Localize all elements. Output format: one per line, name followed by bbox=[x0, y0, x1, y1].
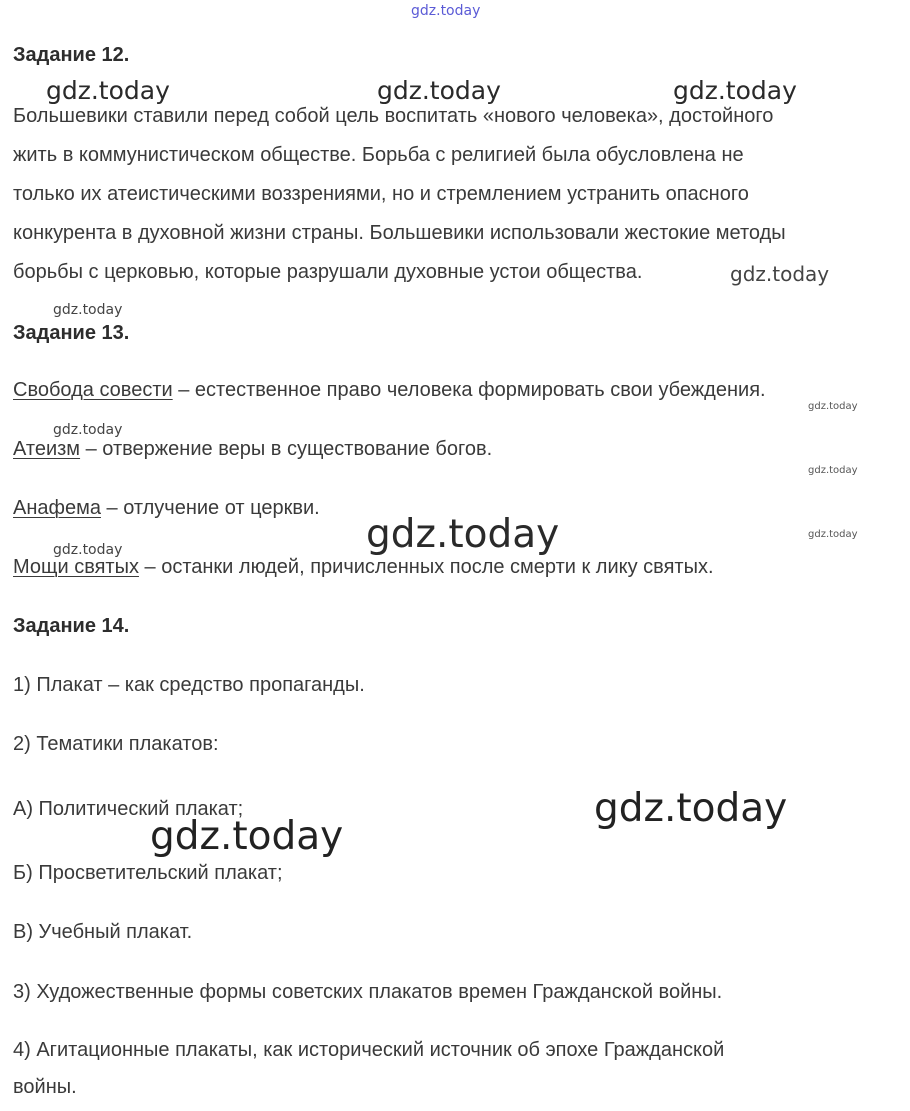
task13-item bbox=[13, 379, 766, 402]
task14-item: А) Политический плакат; bbox=[13, 798, 244, 820]
watermark: gdz.today bbox=[366, 512, 560, 557]
task12-heading: Задание 12. bbox=[13, 44, 130, 66]
watermark: gdz.today bbox=[377, 76, 501, 105]
task14-item: Б) Просветительский плакат; bbox=[13, 862, 283, 884]
watermark: gdz.today bbox=[53, 302, 123, 318]
term-atheism: Атеизм bbox=[13, 438, 81, 460]
watermark: gdz.today bbox=[808, 529, 858, 540]
task13-item bbox=[13, 556, 714, 579]
task12-line: борьбы с церковью, которые разрушали духовные устои общества. bbox=[13, 261, 643, 283]
watermark-top: gdz.today bbox=[411, 3, 481, 19]
term-relics: Мощи святых bbox=[13, 556, 139, 578]
task13-heading: Задание 13. bbox=[13, 322, 130, 344]
task13-item bbox=[13, 497, 320, 520]
task12-line: только их атеистическими воззрениями, но и стремлением устранить опасного bbox=[13, 183, 749, 205]
task12-line: жить в коммунистическом обществе. Борьба с религией была обусловлена не bbox=[13, 144, 744, 166]
watermark: gdz.today bbox=[53, 542, 123, 558]
watermark: gdz.today bbox=[808, 465, 858, 476]
watermark: gdz.today bbox=[808, 401, 858, 412]
watermark: gdz.today bbox=[53, 422, 123, 438]
watermark: gdz.today bbox=[594, 786, 788, 831]
watermark: gdz.today bbox=[673, 76, 797, 105]
task12-line: конкурента в духовной жизни страны. Большевики использовали жестокие методы bbox=[13, 222, 786, 244]
task13-item bbox=[13, 438, 492, 461]
task14-item: 1) Плакат – как средство пропаганды. bbox=[13, 674, 365, 696]
task14-item: 4) Агитационные плакаты, как исторический источник об эпохе Гражданской bbox=[13, 1039, 725, 1061]
task14-item: 3) Художественные формы советских плакатов времен Гражданской войны. bbox=[13, 981, 723, 1003]
term-freedom-of-conscience: Свобода совести bbox=[13, 379, 173, 401]
task14-item: войны. bbox=[13, 1076, 77, 1098]
task12-line: Большевики ставили перед собой цель воспитать «нового человека», достойного bbox=[13, 105, 774, 127]
task14-heading: Задание 14. bbox=[13, 615, 130, 637]
definition: – естественное право человека формировать свои убеждения. bbox=[172, 379, 766, 401]
definition: – отлучение от церкви. bbox=[100, 497, 320, 519]
definition: – отвержение веры в существование богов. bbox=[80, 438, 493, 460]
watermark: gdz.today bbox=[46, 76, 170, 105]
definition: – останки людей, причисленных после смерти к лику святых. bbox=[138, 556, 714, 578]
term-anathema: Анафема bbox=[13, 497, 101, 519]
watermark: gdz.today bbox=[730, 262, 830, 286]
task14-item: В) Учебный плакат. bbox=[13, 921, 193, 943]
task14-item: 2) Тематики плакатов: bbox=[13, 733, 219, 755]
watermark: gdz.today bbox=[150, 814, 344, 859]
